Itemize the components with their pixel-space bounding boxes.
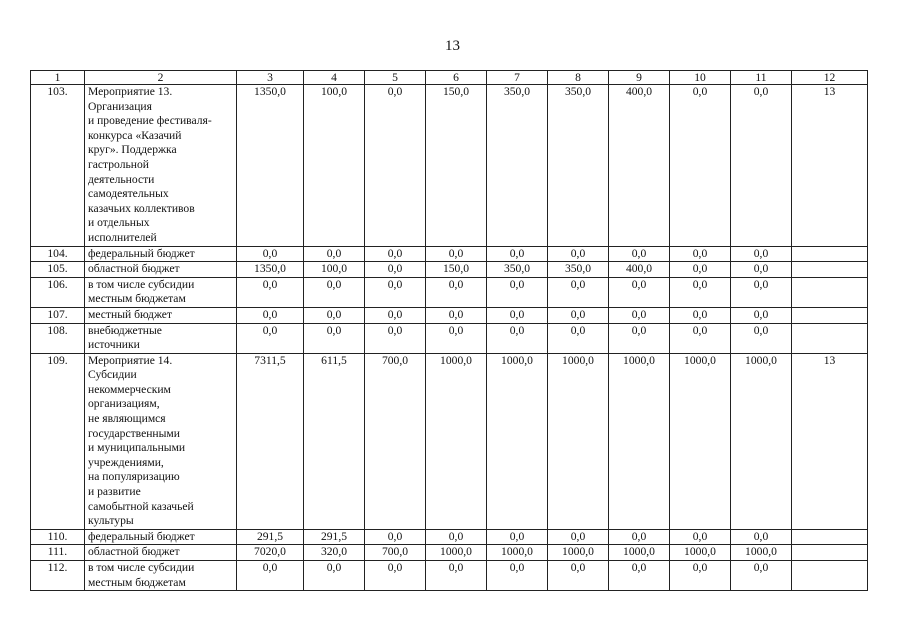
- row-description: [85, 545, 237, 561]
- value-cell: 1000,0: [609, 545, 670, 561]
- value-cell: 291,5: [304, 529, 365, 545]
- description-line: областной бюджет: [88, 262, 180, 276]
- description-line: Организация: [88, 99, 152, 113]
- header-row: [31, 71, 868, 85]
- value-cell: 0,0: [487, 307, 548, 323]
- value-cell: 0,0: [670, 307, 731, 323]
- value-cell: 0,0: [487, 246, 548, 262]
- value-cell: 350,0: [487, 85, 548, 247]
- value-cell: 1000,0: [548, 545, 609, 561]
- value-cell: 0,0: [426, 561, 487, 591]
- value-cell: 1000,0: [487, 545, 548, 561]
- value-cell: 400,0: [609, 85, 670, 247]
- value-cell: 1000,0: [731, 353, 792, 529]
- row-number: 112.: [31, 561, 85, 591]
- indicator-number: [792, 277, 868, 307]
- value-cell: 0,0: [237, 277, 304, 307]
- description-line: государственными: [88, 426, 180, 440]
- value-cell: 0,0: [670, 85, 731, 247]
- value-cell: 0,0: [487, 323, 548, 353]
- value-cell: 350,0: [487, 262, 548, 278]
- value-cell: 0,0: [670, 246, 731, 262]
- value-cell: 0,0: [670, 323, 731, 353]
- description-line: Субсидии: [88, 368, 137, 382]
- value-cell: 0,0: [609, 277, 670, 307]
- table-row: [31, 353, 868, 529]
- row-description: [85, 277, 237, 307]
- value-cell: 320,0: [304, 545, 365, 561]
- description-line: и развитие: [88, 485, 141, 499]
- column-header: 11: [731, 71, 792, 85]
- value-cell: 0,0: [426, 246, 487, 262]
- value-cell: 0,0: [426, 529, 487, 545]
- description-line: и муниципальными: [88, 441, 186, 455]
- value-cell: 0,0: [237, 246, 304, 262]
- indicator-number: 13: [792, 85, 868, 247]
- row-description: [85, 561, 237, 591]
- value-cell: 0,0: [304, 246, 365, 262]
- column-header: 10: [670, 71, 731, 85]
- description-line: местный бюджет: [88, 307, 173, 321]
- value-cell: 0,0: [548, 529, 609, 545]
- description-line: местным бюджетам: [88, 292, 186, 306]
- row-number: 106.: [31, 277, 85, 307]
- column-header: 5: [365, 71, 426, 85]
- value-cell: 0,0: [731, 561, 792, 591]
- value-cell: 0,0: [365, 529, 426, 545]
- value-cell: 0,0: [237, 561, 304, 591]
- value-cell: 0,0: [609, 246, 670, 262]
- description-line: на популяризацию: [88, 470, 180, 484]
- value-cell: 0,0: [731, 277, 792, 307]
- column-header: 6: [426, 71, 487, 85]
- value-cell: 0,0: [731, 307, 792, 323]
- description-line: федеральный бюджет: [88, 246, 195, 260]
- value-cell: 0,0: [426, 277, 487, 307]
- table-row: [31, 323, 868, 353]
- value-cell: 0,0: [237, 307, 304, 323]
- value-cell: 0,0: [731, 85, 792, 247]
- value-cell: 0,0: [731, 323, 792, 353]
- value-cell: 700,0: [365, 545, 426, 561]
- column-header: 8: [548, 71, 609, 85]
- value-cell: 0,0: [609, 307, 670, 323]
- column-header: 4: [304, 71, 365, 85]
- row-description: [85, 246, 237, 262]
- value-cell: 0,0: [365, 262, 426, 278]
- table-row: [31, 262, 868, 278]
- table-row: [31, 529, 868, 545]
- description-line: и отдельных: [88, 216, 150, 230]
- description-line: самодеятельных: [88, 187, 169, 201]
- description-line: областной бюджет: [88, 545, 180, 559]
- value-cell: 100,0: [304, 85, 365, 247]
- indicator-number: [792, 323, 868, 353]
- description-line: самобытной казачьей: [88, 499, 194, 513]
- description-line: культуры: [88, 514, 134, 528]
- description-line: организациям,: [88, 397, 160, 411]
- value-cell: 0,0: [426, 307, 487, 323]
- row-description: [85, 85, 237, 247]
- table-row: [31, 246, 868, 262]
- description-line: круг». Поддержка: [88, 143, 177, 157]
- value-cell: 0,0: [548, 307, 609, 323]
- value-cell: 350,0: [548, 262, 609, 278]
- value-cell: 150,0: [426, 262, 487, 278]
- value-cell: 1350,0: [237, 85, 304, 247]
- table-body: [31, 85, 868, 591]
- row-number: 109.: [31, 353, 85, 529]
- column-header: 1: [31, 71, 85, 85]
- description-line: некоммерческим: [88, 382, 171, 396]
- value-cell: 0,0: [548, 277, 609, 307]
- value-cell: 100,0: [304, 262, 365, 278]
- row-description: [85, 353, 237, 529]
- description-line: деятельности: [88, 172, 155, 186]
- value-cell: 0,0: [365, 323, 426, 353]
- row-number: 107.: [31, 307, 85, 323]
- description-line: исполнителей: [88, 230, 157, 244]
- table-row: [31, 85, 868, 247]
- value-cell: 0,0: [365, 277, 426, 307]
- table-row: [31, 307, 868, 323]
- value-cell: 0,0: [365, 307, 426, 323]
- value-cell: 0,0: [731, 529, 792, 545]
- indicator-number: [792, 307, 868, 323]
- value-cell: 0,0: [609, 529, 670, 545]
- value-cell: 1000,0: [731, 545, 792, 561]
- value-cell: 0,0: [487, 277, 548, 307]
- row-number: 103.: [31, 85, 85, 247]
- row-number: 111.: [31, 545, 85, 561]
- value-cell: 7020,0: [237, 545, 304, 561]
- value-cell: 350,0: [548, 85, 609, 247]
- table-row: [31, 545, 868, 561]
- row-number: 105.: [31, 262, 85, 278]
- value-cell: 1000,0: [426, 545, 487, 561]
- value-cell: 0,0: [365, 246, 426, 262]
- column-header: 2: [85, 71, 237, 85]
- value-cell: 0,0: [731, 246, 792, 262]
- description-line: учреждениями,: [88, 455, 164, 469]
- value-cell: 291,5: [237, 529, 304, 545]
- value-cell: 0,0: [670, 277, 731, 307]
- value-cell: 0,0: [304, 561, 365, 591]
- description-line: местным бюджетам: [88, 575, 186, 589]
- row-description: [85, 323, 237, 353]
- value-cell: 0,0: [548, 561, 609, 591]
- row-number: 108.: [31, 323, 85, 353]
- indicator-number: [792, 561, 868, 591]
- row-number: 104.: [31, 246, 85, 262]
- indicator-number: [792, 246, 868, 262]
- indicator-number: 13: [792, 353, 868, 529]
- budget-table: [30, 70, 868, 591]
- column-header: 12: [792, 71, 868, 85]
- value-cell: 7311,5: [237, 353, 304, 529]
- value-cell: 0,0: [237, 323, 304, 353]
- row-description: [85, 529, 237, 545]
- value-cell: 0,0: [304, 277, 365, 307]
- description-line: Мероприятие 14.: [88, 353, 173, 367]
- value-cell: 1350,0: [237, 262, 304, 278]
- value-cell: 0,0: [365, 561, 426, 591]
- column-header: 7: [487, 71, 548, 85]
- value-cell: 1000,0: [426, 353, 487, 529]
- value-cell: 1000,0: [670, 545, 731, 561]
- value-cell: 0,0: [487, 529, 548, 545]
- indicator-number: [792, 545, 868, 561]
- value-cell: 0,0: [670, 529, 731, 545]
- value-cell: 0,0: [731, 262, 792, 278]
- column-header: 9: [609, 71, 670, 85]
- page-number: 13: [445, 38, 460, 54]
- indicator-number: [792, 262, 868, 278]
- value-cell: 0,0: [548, 246, 609, 262]
- row-number: 110.: [31, 529, 85, 545]
- value-cell: 150,0: [426, 85, 487, 247]
- value-cell: 0,0: [304, 307, 365, 323]
- description-line: и проведение фестиваля-: [88, 114, 212, 128]
- row-description: [85, 307, 237, 323]
- value-cell: 0,0: [365, 85, 426, 247]
- value-cell: 700,0: [365, 353, 426, 529]
- description-line: внебюджетные: [88, 323, 162, 337]
- value-cell: 0,0: [487, 561, 548, 591]
- value-cell: 1000,0: [609, 353, 670, 529]
- description-line: конкурса «Казачий: [88, 128, 182, 142]
- description-line: Мероприятие 13.: [88, 85, 173, 98]
- value-cell: 0,0: [609, 561, 670, 591]
- description-line: источники: [88, 338, 140, 352]
- description-line: в том числе субсидии: [88, 561, 195, 574]
- value-cell: 0,0: [670, 262, 731, 278]
- value-cell: 1000,0: [548, 353, 609, 529]
- description-line: не являющимся: [88, 412, 166, 426]
- description-line: федеральный бюджет: [88, 529, 195, 543]
- description-line: гастрольной: [88, 157, 149, 171]
- value-cell: 0,0: [304, 323, 365, 353]
- value-cell: 1000,0: [487, 353, 548, 529]
- indicator-number: [792, 529, 868, 545]
- value-cell: 0,0: [670, 561, 731, 591]
- value-cell: 1000,0: [670, 353, 731, 529]
- value-cell: 400,0: [609, 262, 670, 278]
- row-description: [85, 262, 237, 278]
- description-line: в том числе субсидии: [88, 277, 195, 291]
- table-row: [31, 277, 868, 307]
- value-cell: 0,0: [426, 323, 487, 353]
- table-row: [31, 561, 868, 591]
- value-cell: 0,0: [609, 323, 670, 353]
- column-header: 3: [237, 71, 304, 85]
- value-cell: 611,5: [304, 353, 365, 529]
- value-cell: 0,0: [548, 323, 609, 353]
- description-line: казачьих коллективов: [88, 201, 195, 215]
